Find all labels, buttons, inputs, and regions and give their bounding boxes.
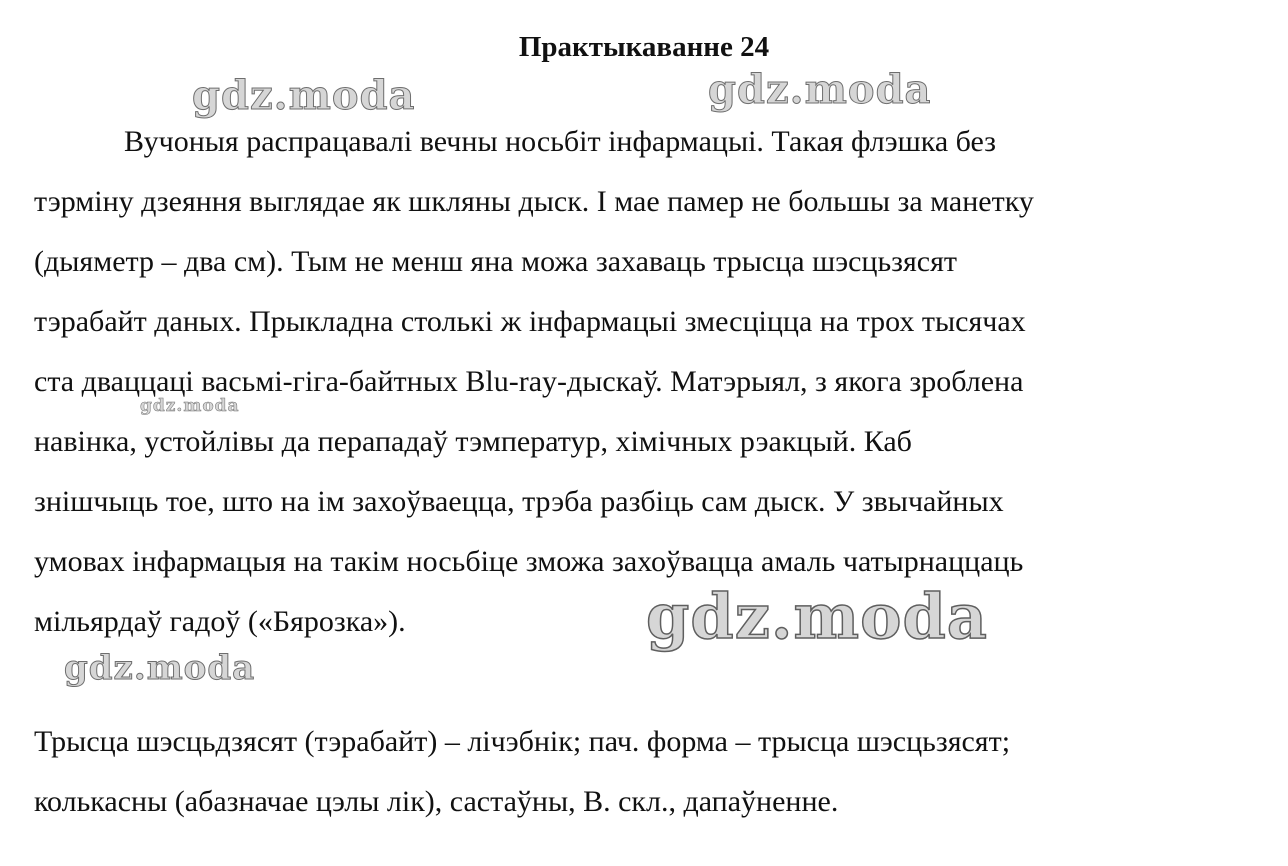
text-line: умовах інфармацыя на такім носьбіце зможа захоўвацца амаль чатырнаццаць	[34, 545, 1024, 578]
watermark-logo: gdz.moda	[646, 580, 988, 653]
text-line: (дыяметр – два см). Тым не менш яна можа захаваць трысца шэсцьзясят	[34, 245, 957, 278]
text-line: колькасны (абазначае цэлы лік), састаўны, В. скл., дапаўненне.	[34, 785, 839, 818]
text-line: тэрміну дзеяння выглядае як шкляны дыск. І мае памер не большы за манетку	[34, 185, 1034, 218]
text-line: мільярдаў гадоў («Бярозка»).	[34, 605, 406, 638]
paragraph-gap	[34, 652, 1264, 712]
text-line: навінка, устойлівы да перападаў тэмператур, хімічных рэакцый. Каб	[34, 425, 912, 458]
watermark-logo: gdz.moda	[140, 396, 240, 416]
watermark-logo: gdz.moda	[708, 66, 932, 113]
text-line: тэрабайт даных. Прыкладна столькі ж інфармацыі змесціцца на трох тысячах	[34, 305, 1026, 338]
watermark-logo: gdz.moda	[64, 648, 256, 688]
text-line: ста дваццаці васьмі-гіга-байтных Blu-ray-дыскаў. Матэрыял, з якога зроблена	[34, 365, 1024, 398]
main-paragraph	[34, 112, 1264, 652]
document-body	[34, 112, 1264, 832]
text-line: знішчыць тое, што на ім захоўваецца, трэба разбіць сам дыск. У звычайных	[34, 485, 1004, 518]
exercise-title: Практыкаванне 24	[518, 31, 770, 63]
text-line: Вучоныя распрацавалі вечны носьбіт інфармацыі. Такая флэшка без	[124, 125, 997, 158]
watermark-logo: gdz.moda	[192, 72, 416, 119]
analysis-paragraph	[34, 712, 1264, 832]
text-line: Трысца шэсцьдзясят (тэрабайт) – лічэбнік; пач. форма – трысца шэсцьзясят;	[34, 725, 1011, 758]
